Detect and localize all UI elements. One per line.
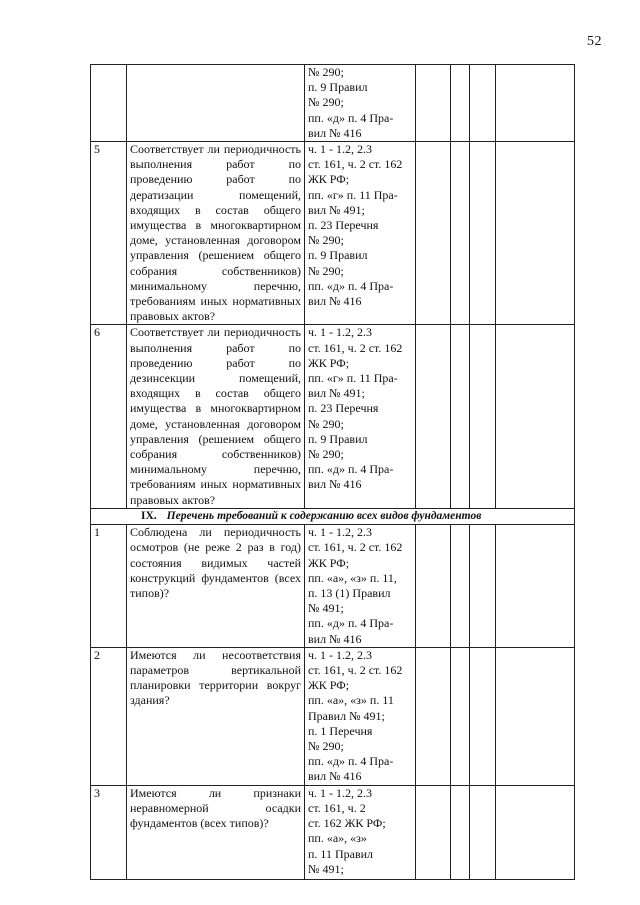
- answer-cell: [496, 142, 575, 325]
- item-number: [91, 65, 127, 142]
- legal-reference: ч. 1 - 1.2, 2.3 ст. 161, ч. 2 ст. 162 ЖК РФ; пп. «г» п. 11 Пра- вил № 491; п. 23 Перечня № 290; п. 9 Правил № 290; пп. «д» п. 4 Пра- вил № 416: [305, 325, 416, 508]
- item-number: 3: [91, 785, 127, 879]
- answer-cell: [470, 65, 496, 142]
- item-number: 1: [91, 525, 127, 648]
- answer-cell: [496, 785, 575, 879]
- answer-cell: [470, 325, 496, 508]
- legal-reference: ч. 1 - 1.2, 2.3 ст. 161, ч. 2 ст. 162 ЖК РФ; пп. «а», «з» п. 11 Правил № 491; п. 1 Перечня № 290; пп. «д» п. 4 Пра- вил № 416: [305, 647, 416, 785]
- checklist-body: [91, 65, 575, 880]
- table-row: [91, 525, 575, 648]
- answer-cell: [470, 525, 496, 648]
- question-text: Соответствует ли периодичность выполнения работ по проведению работ по дератизации помещений, входящих в состав общего имущества в многоквартирном доме, установленная договором управления (решением общего собрания собственников) минимальному перечню, требованиям иных нормативных правовых актов?: [127, 142, 305, 325]
- answer-cell: [496, 325, 575, 508]
- answer-cell: [496, 647, 575, 785]
- answer-cell: [496, 525, 575, 648]
- section-header-row: [91, 508, 575, 524]
- answer-cell: [451, 525, 470, 648]
- table-row: [91, 647, 575, 785]
- answer-cell: [470, 785, 496, 879]
- question-text: Соблюдена ли периодичность осмотров (не реже 2 раз в год) состояния видимых частей конструкций фундаментов (всех типов)?: [127, 525, 305, 648]
- answer-cell: [496, 65, 575, 142]
- item-number: 5: [91, 142, 127, 325]
- answer-cell: [470, 647, 496, 785]
- item-number: 6: [91, 325, 127, 508]
- page-number: 52: [587, 34, 602, 49]
- section-header: [91, 508, 575, 524]
- legal-reference: № 290; п. 9 Правил № 290; пп. «д» п. 4 Пра- вил № 416: [305, 65, 416, 142]
- answer-cell: [416, 142, 451, 325]
- answer-cell: [451, 65, 470, 142]
- legal-reference: ч. 1 - 1.2, 2.3 ст. 161, ч. 2 ст. 162 ЖК РФ; пп. «г» п. 11 Пра- вил № 491; п. 23 Перечня № 290; п. 9 Правил № 290; пп. «д» п. 4 Пра- вил № 416: [305, 142, 416, 325]
- answer-cell: [416, 325, 451, 508]
- question-text: [127, 65, 305, 142]
- question-text: Имеются ли несоответствия параметров вертикальной планировки территории вокруг здания?: [127, 647, 305, 785]
- table-row: [91, 142, 575, 325]
- answer-cell: [451, 142, 470, 325]
- answer-cell: [416, 785, 451, 879]
- legal-reference: ч. 1 - 1.2, 2.3 ст. 161, ч. 2 ст. 162 ЖК РФ; пп. «а», «з» п. 11 Правил № 491;: [305, 785, 416, 879]
- question-text: Имеются ли признаки неравномерной осадки фундаментов (всех типов)?: [127, 785, 305, 879]
- answer-cell: [416, 647, 451, 785]
- table-row: [91, 325, 575, 508]
- answer-cell: [451, 647, 470, 785]
- answer-cell: [416, 525, 451, 648]
- answer-cell: [416, 65, 451, 142]
- answer-cell: [451, 325, 470, 508]
- section-title: Перечень требований к содержанию всех видов фундаментов: [166, 509, 482, 522]
- item-number: 2: [91, 647, 127, 785]
- question-text: Соответствует ли периодичность выполнения работ по проведению работ по дезинсекции помещений, входящих в состав общего имущества в многоквартирном доме, установленная договором управления (решением общего собрания собственников) минимальному перечню, требованиям иных нормативных правовых актов?: [127, 325, 305, 508]
- checklist-table: [90, 64, 575, 880]
- section-number: IX.: [141, 509, 157, 522]
- table-row: [91, 65, 575, 142]
- legal-reference: ч. 1 - 1.2, 2.3 ст. 161, ч. 2 ст. 162 ЖК РФ; пп. «а», «з» п. 11, п. 13 (1) Правил № 491; пп. «д» п. 4 Пра- вил № 416: [305, 525, 416, 648]
- answer-cell: [470, 142, 496, 325]
- table-row: [91, 785, 575, 879]
- answer-cell: [451, 785, 470, 879]
